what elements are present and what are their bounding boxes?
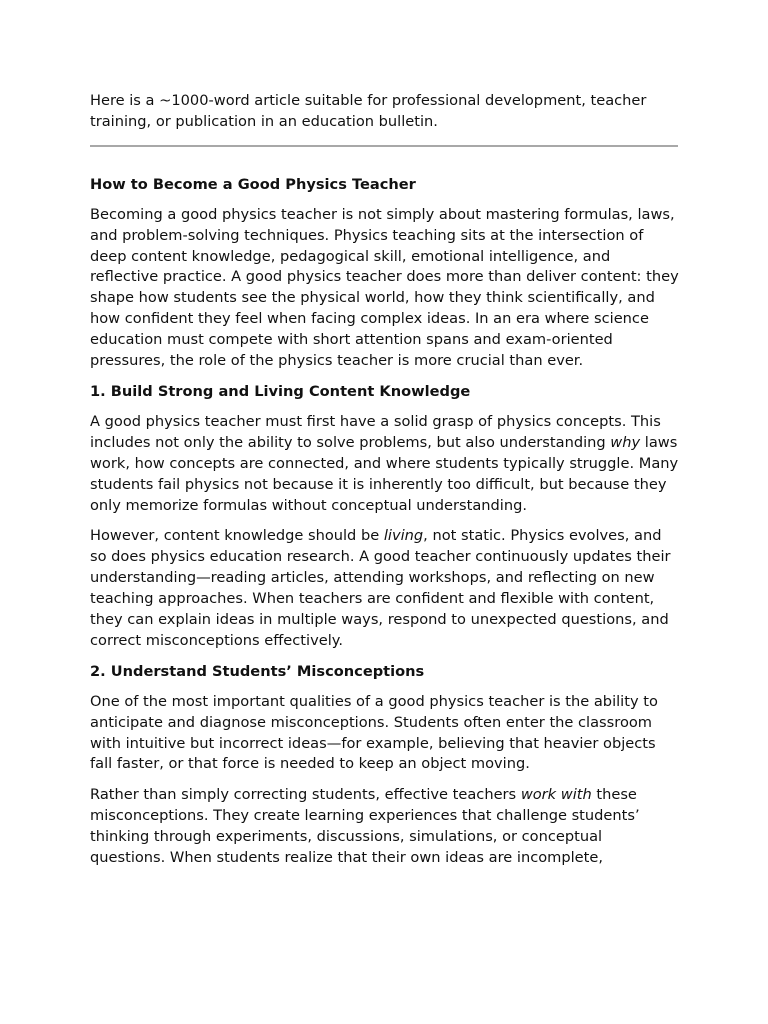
text-run: However, content knowledge should be (90, 527, 384, 545)
section-2-paragraph-2 (90, 785, 680, 869)
text-run: laws work, how concepts are connected, and where students typically struggle. Many students fail physics not because it is inherently too difficult, but because they only memorize formulas without conceptual understanding. (90, 433, 679, 514)
emphasis-text: why (610, 433, 641, 451)
emphasis-text: living (383, 527, 424, 545)
article-title: How to Become a Good Physics Teacher (90, 175, 416, 193)
section-2-heading: 2. Understand Students’ Misconceptions (90, 662, 425, 680)
section-2-paragraph-1: One of the most important qualities of a good physics teacher is the ability to anticipate and diagnose misconceptions. Students often enter the classroom with intuitive but incorrect ideas—for example, believing that heavier objects fall faster, or that force is needed to keep an object moving. (90, 692, 658, 773)
section-1-heading: 1. Build Strong and Living Content Knowledge (90, 382, 471, 400)
document-page (90, 91, 680, 879)
section-1-paragraph-2 (90, 526, 680, 651)
text-run: Rather than simply correcting students, effective teachers (90, 786, 521, 804)
emphasis-text: work with (520, 786, 592, 804)
text-run: , not static. Physics evolves, and so does physics education research. A good teacher continuously updates their understanding—reading articles, attending workshops, and reflecting on new teaching approaches. When teachers are confident and flexible with content, they can explain ideas in multiple ways, respond to unexpected questions, and correct misconceptions effectively. (90, 527, 671, 649)
text-run: A good physics teacher must first have a solid grasp of physics concepts. This includes not only the ability to solve problems, but also understanding (90, 412, 661, 451)
intro-paragraph: Becoming a good physics teacher is not simply about mastering formulas, laws, and problem-solving techniques. Physics teaching sits at the intersection of deep content knowledge, pedagogical skill, emotional intelligence, and reflective practice. A good physics teacher does more than deliver content: they shape how students see the physical world, how they think scientifically, and how confident they feel when facing complex ideas. In an era where science education must compete with short attention spans and exam-oriented pressures, the role of the physics teacher is more crucial than ever. (90, 205, 679, 370)
section-1-paragraph-1 (90, 412, 680, 517)
intro-text: Here is a ~1000-word article suitable for professional development, teacher training, or publication in an education bulletin. (90, 92, 647, 130)
horizontal-divider (90, 145, 678, 147)
text-run: these misconceptions. They create learning experiences that challenge students’ thinking through experiments, discussions, simulations, or conceptual questions. When students realize that their own ideas are incomplete, (90, 786, 640, 867)
